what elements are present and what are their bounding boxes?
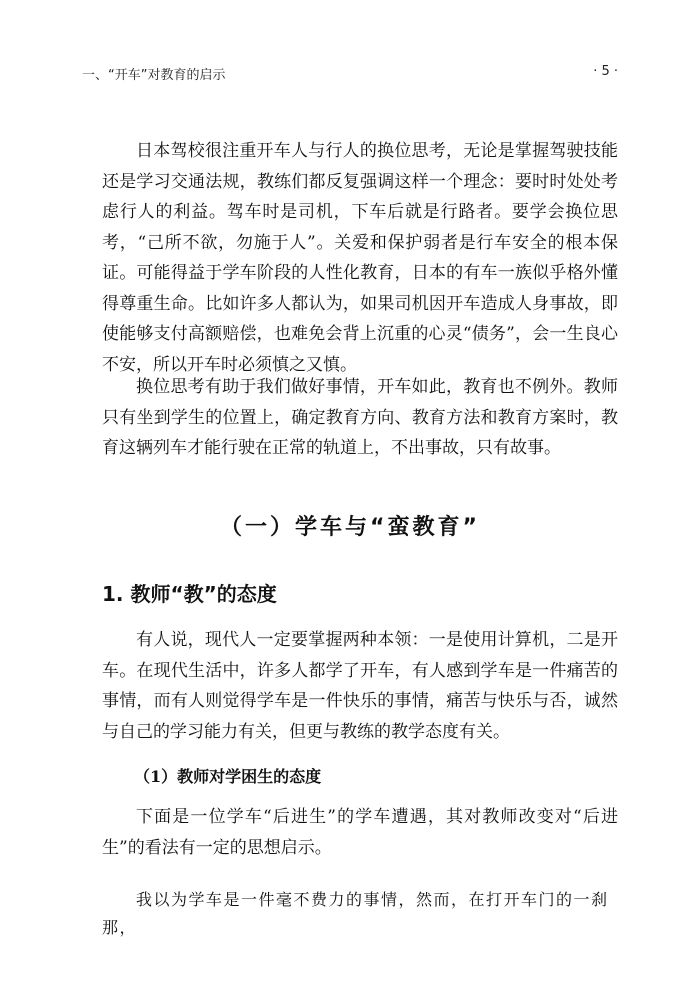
subsection-heading: 1. 教师“教”的态度 bbox=[102, 582, 277, 606]
body-paragraph: 换位思考有助于我们做好事情，开车如此，教育也不例外。教师只有坐到学生的位置上，确定教育方向、教育方法和教育方案时，教育这辆列车才能行驶在正常的轨道上，不出事故，只有故事。 bbox=[102, 377, 618, 458]
subsubsection-heading: （1）教师对学困生的态度 bbox=[134, 767, 322, 786]
page-number: · 5 · bbox=[593, 64, 618, 79]
quoted-passage: 我以为学车是一件毫不费力的事情，然而，在打开车门的一刹那， bbox=[102, 890, 609, 937]
running-header-chapter: 一、“开车”对教育的启示 bbox=[82, 68, 226, 83]
body-paragraph: 日本驾校很注重开车人与行人的换位思考，无论是掌握驾驶技能还是学习交通法规，教练们都反复强调这样一个理念：要时时处处考虑行人的利益。驾车时是司机，下车后就是行路者。要学会换位思考，“己所不欲，勿施于人”。关爱和保护弱者是行车安全的根本保证。可能得益于学车阶段的人性化教育，日本的有车一族似乎格外懂得尊重生命。比如许多人都认为，如果司机因开车造成人身事故，即使能够支付高额赔偿，也难免会背上沉重的心灵“债务”，会一生良心不安，所以开车时必须慎之又慎。 bbox=[102, 141, 618, 375]
section-heading: （一）学车与“蛮教育” bbox=[220, 515, 480, 540]
body-paragraph: 下面是一位学车“后进生”的学车遭遇，其对教师改变对“后进生”的看法有一定的思想启示。 bbox=[102, 807, 618, 858]
body-paragraph: 有人说，现代人一定要掌握两种本领：一是使用计算机，二是开车。在现代生活中，许多人都学了开车，有人感到学车是一件痛苦的事情，而有人则觉得学车是一件快乐的事情，痛苦与快乐与否，诚然与自己的学习能力有关，但更与教练的教学态度有关。 bbox=[102, 630, 618, 742]
